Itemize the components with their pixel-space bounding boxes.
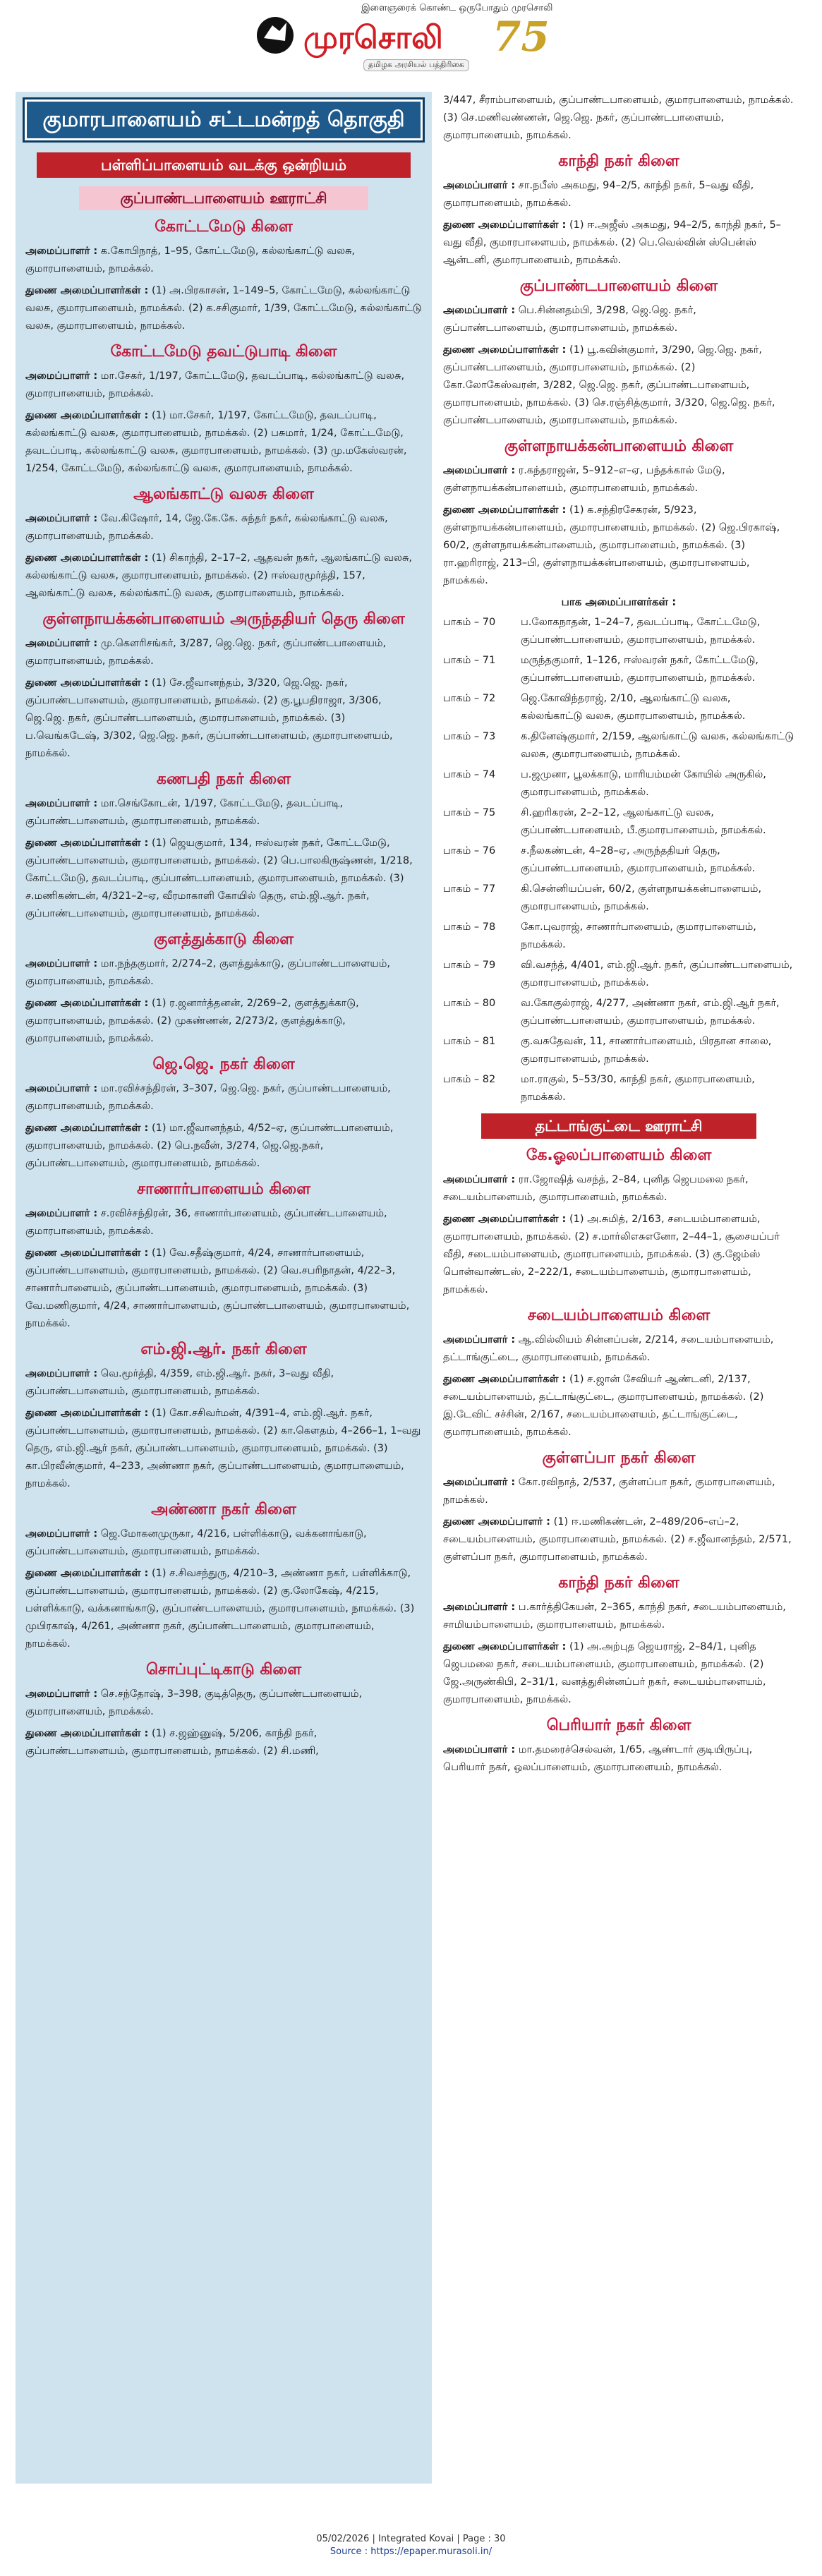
member-details: (1) ர.ஜனார்த்தனன், 2/269–2, குளத்துக்காடு, குமாரபாளையம், நாமக்கல். (2) முகண்ணன், 2/273/2, குளத்துக்காடு, குமாரபாளையம், நாமக்கல். <box>25 998 359 1044</box>
booth-number: பாகம் – 73 <box>443 731 496 742</box>
branch-heading: காந்தி நகர் கிளை <box>558 1574 679 1592</box>
member-details: (1) ச.சிவசந்துரு, 4/210–3, அண்ணா நகர், பள்ளிக்காடு, குப்பாண்டபாளையம், குமாரபாளையம், நாமக்கல். (2) கு.லோகேஷ், 4/215, பள்ளிக்காடு, வக்கனாங்காடு, குப்பாண்டபாளையம், குமாரபாளையம், நாமக்கல். (3) முபிரகாஷ், 4/261, அண்ணா நகர், குப்பாண்டபாளையம், குமாரபாளையம், நாமக்கல். <box>25 1568 415 1650</box>
member-entry <box>16 1725 432 1760</box>
right-sections <box>439 152 799 590</box>
booth-row <box>439 842 799 878</box>
booth-organiser: கி.சென்னியப்பன், 60/2, குள்ளநாயக்கன்பாளையம், குமாரபாளையம், நாமக்கல். <box>521 883 762 912</box>
member-details: (1) ச.ஜஹ்னுஷ், 5/206, காந்தி நகர், குப்பாண்டபாளையம், குமாரபாளையம், நாமக்கல். (2) சி.மணி, <box>25 1728 319 1757</box>
booth-number: பாகம் – 81 <box>443 1036 496 1047</box>
member-details: வெ.மூர்த்தி, 4/359, எம்.ஜி.ஆர். நகர், 3–வது வீதி, குப்பாண்டபாளையம், குமாரபாளையம், நாமக்கல். <box>25 1368 334 1397</box>
member-entry <box>439 302 799 337</box>
role-label: அமைப்பாளர் : <box>443 1744 516 1755</box>
member-entry <box>439 1474 799 1509</box>
member-entry <box>439 502 799 590</box>
role-label: துணை அமைப்பாளர்கள் : <box>25 552 149 564</box>
booth-organiser: மா.ராகுல், 5–53/30, காந்தி நகர், குமாரபாளையம், நாமக்கல். <box>521 1074 755 1103</box>
masthead-subline: தமிழக அரசியல் பத்திரிகை <box>363 59 469 71</box>
booth-row <box>439 1033 799 1068</box>
booth-row <box>439 919 799 954</box>
member-entry <box>16 1525 432 1561</box>
role-label: துணை அமைப்பாளர்கள் : <box>443 219 567 231</box>
member-entry <box>16 510 432 545</box>
booth-organiser: மருந்தகுமார், 1–126, ஈஸ்வரன் நகர், கோட்டமேடு, குப்பாண்டபாளையம், குமாரபாளையம், நாமக்கல். <box>521 655 759 684</box>
member-details: (1) பூ.கவின்குமார், 3/290, ஜெ.ஜெ. நகர், குப்பாண்டபாளையம், குமாரபாளையம், நாமக்கல். (2) கோ.லோகேஸ்வரன், 3/282, ஜெ.ஜெ. நகர், குப்பாண்டபாளையம், குமாரபாளையம், நாமக்கல். (3) செ.ரஞ்சித்குமார், 3/320, ஜெ.ஜெ. நகர், குப்பாண்டபாளையம், குமாரபாளையம், நாமக்கல். <box>443 344 775 426</box>
branch-heading: சொப்புட்டிகாடு கிளை <box>145 1661 302 1679</box>
member-entry <box>439 1331 799 1367</box>
member-details: (1) சே.ஜீவானந்தம், 3/320, ஜெ.ஜெ. நகர், குப்பாண்டபாளையம், குமாரபாளையம், நாமக்கல். (2) கு.பூபதிராஜா, 3/306, ஜெ.ஜெ. நகர், குப்பாண்டபாளையம், குமாரபாளையம், நாமக்கல். (3) ப.வெங்கடேஷ், 3/302, ஜெ.ஜெ. நகர், குப்பாண்டபாளையம், குமாரபாளையம், நாமக்கல். <box>25 677 393 759</box>
panchayat-banner: குப்பாண்டபாளையம் ஊராட்சி <box>79 186 368 210</box>
booth-organiser: ஜெ.கோவிந்தராஜ், 2/10, ஆலங்காட்டு வலசு, கல்லங்காட்டு வலசு, குமாரபாளையம், நாமக்கல். <box>521 693 746 722</box>
anniversary-number: 75 <box>492 13 550 59</box>
booth-row <box>439 614 799 649</box>
member-entry <box>439 1171 799 1207</box>
booth-organiser: ப.ஜமுனா, பூலக்காடு, மாரியம்மன் கோயில் அருகில், குமாரபாளையம், நாமக்கல். <box>521 769 766 798</box>
member-details: (1) வே.சதீஷ்குமார், 4/24, சாணார்பாளையம், குப்பாண்டபாளையம், குமாரபாளையம், நாமக்கல். (2) வெ.சபரிநாதன், 4/22–3, சாணார்பாளையம், குப்பாண்டபாளையம், குமாரபாளையம், நாமக்கல். (3) வே.மணிகுமார், 4/24, சாணார்பாளையம், குப்பாண்டபாளையம், குமாரபாளையம், நாமக்கல். <box>25 1247 410 1329</box>
member-details: (1) ச.ஜான் சேவியர் ஆண்டனி, 2/137, சடையம்பாளையம், தட்டாங்குட்டை, குமாரபாளையம், நாமக்கல். (2) இ.டேவிட் சச்சின், 2/167, சடையம்பாளையம், தட்டாங்குட்டை, குமாரபாளையம், நாமக்கல். <box>443 1374 764 1438</box>
role-label: துணை அமைப்பாளர்கள் : <box>25 1247 149 1259</box>
booth-organiser: கு.வசுதேவன், 11, சாணார்பாளையம், பிரதான சாலை, குமாரபாளையம், நாமக்கல். <box>521 1036 772 1065</box>
role-label: அமைப்பாளர் : <box>25 1368 98 1379</box>
member-details: மா.செங்கோடன், 1/197, கோட்டமேடு, தவடப்பாடி, குப்பாண்டபாளையம், குமாரபாளையம், நாமக்கல். <box>25 798 344 827</box>
role-label: அமைப்பாளர் : <box>443 465 516 476</box>
role-label: துணை அமைப்பாளர்கள் : <box>443 504 567 516</box>
member-entry <box>439 1741 799 1777</box>
role-label: அமைப்பாளர் : <box>443 1477 516 1488</box>
booth-row <box>439 1071 799 1106</box>
branch-heading: சாணார்பாளையம் கிளை <box>136 1180 311 1198</box>
member-entry <box>16 243 432 278</box>
booth-number: பாகம் – 76 <box>443 845 496 857</box>
branch-heading: எம்.ஜி.ஆர். நகர் கிளை <box>140 1341 307 1358</box>
member-details: ர.கந்தராஜன், 5–912–எ–ஏ, பந்தக்கால் மேடு, குள்ளநாயக்கன்பாளையம், குமாரபாளையம், நாமக்கல். <box>443 465 725 494</box>
booth-row <box>439 995 799 1030</box>
booth-row <box>439 652 799 687</box>
booth-row <box>439 728 799 763</box>
member-details: மா.சேகர், 1/197, கோட்டமேடு, தவடப்பாடி, கல்லங்காட்டு வலசு, குமாரபாளையம், நாமக்கல். <box>25 370 405 399</box>
member-details: (1) அ.அற்புத ஜெயராஜ், 2–84/1, புனித ஜெபமலை நகர், சடையம்பாளையம், குமாரபாளையம், நாமக்கல். (2) ஜே.அருண்கிபி, 2–31/1, வனத்துசின்னப்பர் நகர், சடையம்பாளையம், குமாரபாளையம், நாமக்கல். <box>443 1641 766 1705</box>
branch-heading: கணபதி நகர் கிளை <box>156 770 291 788</box>
member-entry <box>16 675 432 763</box>
left-sections <box>16 217 432 1760</box>
constituency-title: குமாரபாளையம் சட்டமன்றத் தொகுதி <box>23 97 425 143</box>
role-label: அமைப்பாளர் : <box>443 305 516 316</box>
role-label: துணை அமைப்பாளர்கள் : <box>25 677 149 689</box>
role-label: துணை அமைப்பாளர்கள் : <box>25 837 149 849</box>
branch-heading: குப்பாண்டபாளையம் கிளை <box>519 277 718 295</box>
booth-organiser: வ.கோகுல்ராஜ், 4/277, அண்ணா நகர், எம்.ஜி.ஆர் நகர், குப்பாண்டபாளையம், குமாரபாளையம், நாமக்கல். <box>521 998 780 1027</box>
branch-heading: சடையம்பாளையம் கிளை <box>527 1307 711 1324</box>
member-details: ச.ரவிச்சந்திரன், 36, சாணார்பாளையம், குப்பாண்டபாளையம், குமாரபாளையம், நாமக்கல். <box>25 1208 387 1237</box>
masthead <box>0 0 822 71</box>
left-column <box>16 92 432 2484</box>
branch-heading: ஜெ.ஜெ. நகர் கிளை <box>152 1056 295 1073</box>
role-label: துணை அமைப்பாளர்கள் : <box>25 1123 149 1134</box>
booth-number: பாகம் – 80 <box>443 998 496 1009</box>
member-entry <box>16 955 432 991</box>
member-entry <box>16 1245 432 1333</box>
member-entry <box>439 1599 799 1634</box>
member-entry <box>16 550 432 603</box>
member-details: சா.நபீஸ் அகமது, 94–2/5, காந்தி நகர், 5–வது வீதி, குமாரபாளையம், நாமக்கல். <box>443 180 754 209</box>
role-label: அமைப்பாளர் : <box>443 180 516 191</box>
role-label: அமைப்பாளர் : <box>443 1174 516 1185</box>
branch-heading: குள்ளநாயக்கன்பாளையம் அருந்ததியர் தெரு கிளை <box>42 610 405 628</box>
member-entry <box>16 368 432 403</box>
right-column <box>439 92 799 2484</box>
member-details: க.கோபிநாத், 1–95, கோட்டமேடு, கல்லங்காட்டு வலசு, குமாரபாளையம், நாமக்கல். <box>25 246 356 274</box>
member-details: பெ.சின்னதம்பி, 3/298, ஜெ.ஜெ. நகர், குப்பாண்டபாளையம், குமாரபாளையம், நாமக்கல். <box>443 305 696 334</box>
booth-number: பாகம் – 74 <box>443 769 496 780</box>
member-details: (1) மா.ஜீவானந்தம், 4/52–ஏ, குப்பாண்டபாளையம், குமாரபாளையம், நாமக்கல். (2) பெ.நவீன், 3/274, ஜெ.ஜெ.நகர், குப்பாண்டபாளையம், குமாரபாளையம், நாமக்கல். <box>25 1123 394 1169</box>
member-entry <box>439 217 799 270</box>
member-entry <box>16 835 432 923</box>
member-details: மா.நந்தகுமார், 2/274–2, குளத்துக்காடு, குப்பாண்டபாளையம், குமாரபாளையம், நாமக்கல். <box>25 958 391 987</box>
branch-heading: குள்ளநாயக்கன்பாளையம் கிளை <box>504 437 734 455</box>
branch-heading: கோட்டமேடு தவட்டுபாடி கிளை <box>110 343 337 361</box>
member-details: (1) கோ.சசிவர்மன், 4/391–4, எம்.ஜி.ஆர். நகர், குப்பாண்டபாளையம், குமாரபாளையம், நாமக்கல். (2) கா.கௌதம், 4–266–1, 1–வது தெரு, எம்.ஜி.ஆர் நகர், குப்பாண்டபாளையம், குமாரபாளையம், நாமக்கல். (3) கா.பிரவீன்குமார், 4–233, அண்ணா நகர், குப்பாண்டபாளையம், குமாரபாளையம், நாமக்கல். <box>25 1408 421 1489</box>
booth-organiser: ப.லோகநாதன், 1–24–7, தவடப்பாடி, கோட்டமேடு, குப்பாண்டபாளையம், குமாரபாளையம், நாமக்கல். <box>521 617 761 646</box>
booth-row <box>439 881 799 916</box>
newspaper-page <box>16 92 822 2484</box>
panchayat-banner-2: தட்டாங்குட்டை ஊராட்சி <box>481 1113 756 1139</box>
role-label: அமைப்பாளர் : <box>25 370 98 382</box>
booth-row <box>439 766 799 802</box>
role-label: துணை அமைப்பாளர்கள் : <box>443 1214 567 1225</box>
member-details: மு.கௌரிசங்கர், 3/287, ஜெ.ஜெ. நகர், குப்பாண்டபாளையம், குமாரபாளையம், நாமக்கல். <box>25 638 387 667</box>
branch-heading: குள்ளப்பா நகர் கிளை <box>542 1449 696 1467</box>
footer-date-line: 05/02/2026 | Integrated Kovai | Page : 30 <box>316 2534 506 2544</box>
member-entry <box>439 341 799 430</box>
member-entry <box>16 282 432 335</box>
role-label: அமைப்பாளர் : <box>443 1602 516 1613</box>
branch-heading: பெரியார் நகர் கிளை <box>546 1717 691 1734</box>
member-details: (1) ஈ.அஜீஸ் அகமது, 94–2/5, காந்தி நகர், 5–வது வீதி, குமாரபாளையம், நாமக்கல். (2) பெ.வெல்வின் ஸ்பென்ஸ் ஆன்டனி, குமாரபாளையம், நாமக்கல். <box>443 219 781 266</box>
booth-organiser: க.தினேஷ்குமார், 2/159, ஆலங்காட்டு வலசு, கல்லங்காட்டு வலசு, குமாரபாளையம், நாமக்கல். <box>521 731 794 760</box>
role-label: துணை அமைப்பாளர்கள் : <box>25 1728 149 1739</box>
member-entry <box>439 177 799 212</box>
member-details: (1) அ.பிரகாசன், 1–149–5, கோட்டமேடு, கல்லங்காட்டு வலசு, குமாரபாளையம், நாமக்கல். (2) க.சசிகுமார், 1/39, கோட்டமேடு, கல்லங்காட்டு வலசு, குமாரபாளையம், நாமக்கல். <box>25 285 422 332</box>
role-label: அமைப்பாளர் : <box>443 1334 516 1346</box>
booth-heading: பாக அமைப்பாளர்கள் : <box>561 595 677 608</box>
adjacent-column-edge <box>813 92 822 2484</box>
member-entry <box>439 1513 799 1566</box>
role-label: அமைப்பாளர் : <box>25 798 98 809</box>
member-details: (1) ஈ.மணிகண்டன், 2–489/206–எப்–2, சடையம்பாளையம், குமாரபாளையம், நாமக்கல். (2) ச.ஜீவானந்தம், 2/571, குள்ளப்பா நகர், குமாரபாளையம், நாமக்கல். <box>443 1516 792 1563</box>
role-label: துணை அமைப்பாளர்கள் : <box>25 285 149 296</box>
branch-heading: குளத்துக்காடு கிளை <box>153 931 294 948</box>
member-entry <box>16 407 432 478</box>
member-details: ரா.ஜோஷித் வசந்த், 2–84, புனித ஜெபமலை நகர், சடையம்பாளையம், குமாரபாளையம், நாமக்கல். <box>443 1174 749 1203</box>
member-entry <box>16 795 432 830</box>
member-details: (1) சிகாந்தி, 2–17–2, ஆதவன் நகர், ஆலங்காட்டு வலசு, கல்லங்காட்டு வலசு, குமாரபாளையம், நாமக்கல். (2) ஈஸ்வரமூர்த்தி, 157, ஆலங்காட்டு வலசு, கல்லங்காட்டு வலசு, குமாரபாளையம், நாமக்கல். <box>25 552 413 599</box>
booth-row <box>439 690 799 725</box>
member-details: வே.கிஷோர், 14, ஜே.கே.கே. சுந்தர் நகர், கல்லங்காட்டு வலசு, குமாரபாளையம், நாமக்கல். <box>25 513 388 542</box>
newspaper-logo <box>254 10 550 59</box>
member-entry <box>16 1686 432 1721</box>
booth-organiser: கோ.புவராஜ், சாணார்பாளையம், குமாரபாளையம், நாமக்கல். <box>521 921 756 950</box>
booth-row <box>439 804 799 840</box>
member-entry <box>16 1565 432 1653</box>
member-entry <box>439 1638 799 1709</box>
branch-heading: அண்ணா நகர் கிளை <box>151 1501 296 1518</box>
member-entry <box>16 1120 432 1173</box>
continued-text: 3/447, சீராம்பாளையம், குப்பாண்டபாளையம், குமாரபாளையம், நாமக்கல். (3) செ.மணிவண்ணன், ஜெ.ஜெ. நகர், குப்பாண்டபாளையம், குமாரபாளையம், நாமக்கல். <box>443 95 794 141</box>
booth-organiser: ச.நீலகண்டன், 4–28–ஏ, அருந்ததியர் தெரு, குப்பாண்டபாளையம், குமாரபாளையம், நாமக்கல். <box>521 845 756 874</box>
member-details: (1) அ.சுமித், 2/163, சடையம்பாளையம், குமாரபாளையம், நாமக்கல். (2) ச.மார்லிஎசுஎனோ, 2–44–1, சூசையப்பர் வீதி, சடையம்பாளையம், குமாரபாளையம், நாமக்கல். (3) கு.ஜேம்ஸ் பொன்வாண்டஸ், 2–222/1, சடையம்பாளையம், குமாரபாளையம், நாமக்கல். <box>443 1214 780 1295</box>
role-label: அமைப்பாளர் : <box>25 1083 98 1094</box>
booth-number: பாகம் – 75 <box>443 807 496 818</box>
member-details: கோ.ரவிநாத், 2/537, குள்ளப்பா நகர், குமாரபாளையம், நாமக்கல். <box>443 1477 775 1506</box>
masthead-tagline: இளைஞரைக் கொண்ட ஒருபோதும் முரசொலி <box>361 3 553 13</box>
booth-number: பாகம் – 70 <box>443 617 496 628</box>
branch-heading: ஆலங்காட்டு வலசு கிளை <box>133 485 314 503</box>
role-label: துணை அமைப்பாளர்கள் : <box>25 1408 149 1419</box>
role-label: துணை அமைப்பாளர் : <box>443 1516 550 1528</box>
member-details: செ.சந்தோஷ், 3–398, குடித்தெரு, குப்பாண்டபாளையம், குமாரபாளையம், நாமக்கல். <box>25 1688 363 1717</box>
booth-list <box>439 614 799 1106</box>
role-label: அமைப்பாளர் : <box>25 246 98 257</box>
union-banner: பள்ளிப்பாளையம் வடக்கு ஒன்றியம் <box>37 152 411 178</box>
member-details: ஜெ.மோகனமுருகா, 4/216, பள்ளிக்காடு, வக்கனாங்காடு, குப்பாண்டபாளையம், குமாரபாளையம், நாமக்கல். <box>25 1528 367 1557</box>
member-entry <box>439 1211 799 1299</box>
booth-number: பாகம் – 79 <box>443 960 496 971</box>
booth-organiser: சி.ஹரிகரன், 2–2–12, ஆலங்காட்டு வலசு, குப்பாண்டபாளையம், பீ.குமாரபாளையம், நாமக்கல். <box>521 807 766 836</box>
member-details: (1) ஜெயகுமார், 134, ஈஸ்வரன் நகர், கோட்டமேடு, குப்பாண்டபாளையம், குமாரபாளையம், நாமக்கல். (2) பெ.பாலகிருஷ்ணன், 1/218, கோட்டமேடு, தவடப்பாடி, குப்பாண்டபாளையம், குமாரபாளையம், நாமக்கல். (3) ச.மணிகண்டன், 4/321–2–ஏ, வீரமாகாளி கோயில் தெரு, எம்.ஜி.ஆர். நகர், குப்பாண்டபாளையம், குமாரபாளையம், நாமக்கல். <box>25 837 413 919</box>
member-details: ஆ.வில்லியம் சின்னப்பன், 2/214, சடையம்பாளையம், தட்டாங்குட்டை, குமாரபாளையம், நாமக்கல். <box>443 1334 774 1363</box>
page-footer <box>0 2533 822 2558</box>
role-label: அமைப்பாளர் : <box>25 958 98 969</box>
role-label: அமைப்பாளர் : <box>25 513 98 524</box>
role-label: துணை அமைப்பாளர்கள் : <box>443 1641 567 1652</box>
role-label: அமைப்பாளர் : <box>25 1528 98 1540</box>
role-label: அமைப்பாளர் : <box>25 638 98 649</box>
booth-number: பாகம் – 77 <box>443 883 496 895</box>
member-details: (1) மா.சேகர், 1/197, கோட்டமேடு, தவடப்பாடி, கல்லங்காட்டு வலசு, குமாரபாளையம், நாமக்கல். (2) பசுமார், 1/24, கோட்டமேடு, தவடப்பாடி, கல்லங்காட்டு வலசு, குமாரபாளையம், நாமக்கல். (3) மு.மகேஸ்வரன், 1/254, கோட்டமேடு, கல்லங்காட்டு வலசு, குமாரபாளையம், நாமக்கல். <box>25 410 407 474</box>
member-entry <box>16 995 432 1048</box>
booth-organiser: வி.வசந்த், 4/401, எம்.ஜி.ஆர். நகர், குப்பாண்டபாளையம், குமாரபாளையம், நாமக்கல். <box>521 960 793 988</box>
booth-number: பாகம் – 72 <box>443 693 496 704</box>
role-label: அமைப்பாளர் : <box>25 1688 98 1700</box>
role-label: துணை அமைப்பாளர்கள் : <box>25 410 149 421</box>
member-entry <box>16 1205 432 1240</box>
member-entry <box>16 1080 432 1115</box>
booth-number: பாகம் – 82 <box>443 1074 496 1085</box>
member-entry <box>16 635 432 670</box>
member-details: மா.தமரைச்செல்வன், 1/65, ஆண்டார் குடியிருப்பு, பெரியார் நகர், ஒலப்பாளையம், குமாரபாளையம், நாமக்கல். <box>443 1744 753 1773</box>
role-label: துணை அமைப்பாளர்கள் : <box>443 1374 567 1385</box>
member-entry <box>439 462 799 497</box>
member-entry <box>16 1365 432 1401</box>
branch-heading: காந்தி நகர் கிளை <box>558 152 679 170</box>
member-entry <box>16 1405 432 1493</box>
branch-heading: கே.ஓலப்பாளையம் கிளை <box>526 1147 712 1164</box>
booth-row <box>439 957 799 992</box>
member-details: மா.ரவிச்சந்திரன், 3–307, ஜெ.ஜெ. நகர், குப்பாண்டபாளையம், குமாரபாளையம், நாமக்கல். <box>25 1083 391 1112</box>
role-label: துணை அமைப்பாளர்கள் : <box>25 1568 149 1579</box>
role-label: துணை அமைப்பாளர்கள் : <box>25 998 149 1009</box>
logo-text: முரசொலி <box>303 20 443 56</box>
branch-heading: கோட்டமேடு கிளை <box>155 218 293 236</box>
member-details: (1) க.சந்திரசேகரன், 5/923, குள்ளநாயக்கன்பாளையம், குமாரபாளையம், நாமக்கல். (2) ஜெ.பிரகாஷ், 60/2, குள்ளநாயக்கன்பாளையம், குமாரபாளையம், நாமக்கல். (3) ரா.ஹரிராஜ், 213–பி, குள்ளநாயக்கன்பாளையம், குமாரபாளையம், நாமக்கல். <box>443 504 780 586</box>
member-entry <box>439 1371 799 1441</box>
role-label: துணை அமைப்பாளர்கள் : <box>443 344 567 356</box>
booth-number: பாகம் – 78 <box>443 921 496 933</box>
role-label: அமைப்பாளர் : <box>25 1208 98 1219</box>
footer-source-link[interactable]: Source : https://epaper.murasoli.in/ <box>330 2546 492 2557</box>
right-sections-2 <box>439 1146 799 1777</box>
booth-number: பாகம் – 71 <box>443 655 496 666</box>
member-details: ப.கார்த்திகேயன், 2–365, காந்தி நகர், சடையம்பாளையம், சாமியம்பாளையம், குமாரபாளையம், நாமக்கல். <box>443 1602 786 1631</box>
